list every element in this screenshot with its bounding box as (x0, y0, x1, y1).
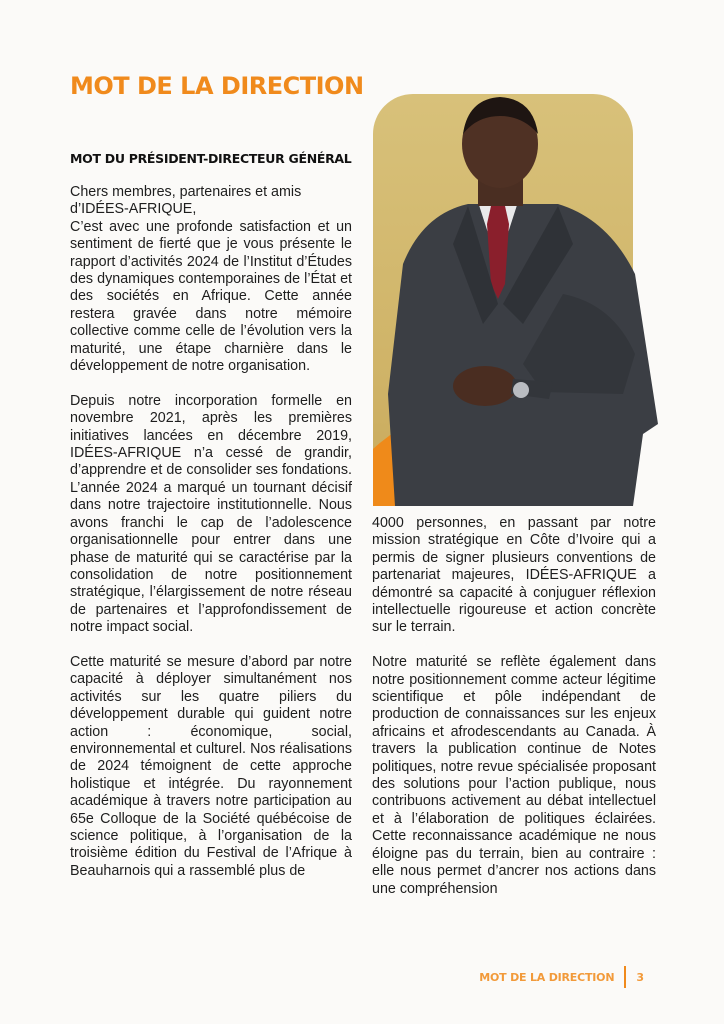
paragraph-history: Depuis notre incorporation formelle en novembre 2021, après les premières initiatives lancées en décembre 2019, IDÉES-AFRIQUE n’a cessé de grandir, d’apprendre et de consolider ses fondations. L’année 2024 a marqué un tournant décisif dans notre trajectoire institutionnelle. Nous avons franchi le cap de l’adolescence organisationnelle pour entrer dans une phase de maturité qui se caractérise par la consolidation de notre positionnement stratégique, l’élargissement de notre réseau de partenaires et l’approfondissement de notre impact social. (70, 392, 352, 636)
footer-divider (624, 966, 626, 988)
paragraph-intro: C’est avec une profonde satisfaction et un sentiment de fierté que je vous présente le rapport d’activités 2024 de l’Institut d’Études des dynamiques contemporaines de l’État et des sociétés en Afrique. Cette année restera gravée dans notre mémoire collective comme celle de l’évolution vers la maturité, une étape charnière dans le développement de notre organisation. (70, 218, 352, 375)
page-title: MOT DE LA DIRECTION (70, 72, 364, 100)
left-text-column (70, 184, 352, 880)
paragraph-maturity: Cette maturité se mesure d’abord par notre capacité à déployer simultanément nos activités sur les quatre piliers du développement durable qui guident notre action : économique, social, environnemental et culturel. Nos réalisations de 2024 témoignent de cette approche holistique et intégrée. Du rayonnement académique à travers notre participation au 65e Colloque de la Société québécoise de science politique, à l’organisation de la troisième édition du Festival de l’Afrique à Beauharnois qui a rassemblé plus de (70, 653, 352, 879)
page-footer (479, 966, 644, 988)
section-subtitle: MOT DU PRÉSIDENT-DIRECTEUR GÉNÉRAL (70, 151, 352, 166)
paragraph-mission: 4000 personnes, en passant par notre mission stratégique en Côte d’Ivoire qui a permis de signer plusieurs conventions de partenariat majeures, IDÉES-AFRIQUE a démontré sa capacité à conjuguer réflexion intellectuelle rigoureuse et action concrète sur le terrain. (372, 515, 656, 636)
right-text-column (372, 515, 656, 898)
page-number: 3 (636, 970, 644, 984)
president-portrait (373, 94, 658, 506)
person-figure (373, 94, 658, 506)
paragraph-positioning: Notre maturité se reflète également dans notre positionnement comme acteur légitime scientifique et pôle indépendant de production de connaissances sur les enjeux africains et afrodescendants au Canada. À travers la publication continue de Notes politiques, notre revue spécialisée proposant des solutions pour l’action publique, nous contribuons activement au débat intellectuel et à l’élaboration de politiques éclairées. Cette reconnaissance académique ne nous éloigne pas du terrain, bien au contraire : elle nous permet d’ancrer nos actions dans une compréhension (372, 654, 656, 897)
paragraph-greeting: Chers membres, partenaires et amis d’IDÉES-AFRIQUE, (70, 184, 302, 218)
footer-section-label: MOT DE LA DIRECTION (479, 970, 615, 984)
